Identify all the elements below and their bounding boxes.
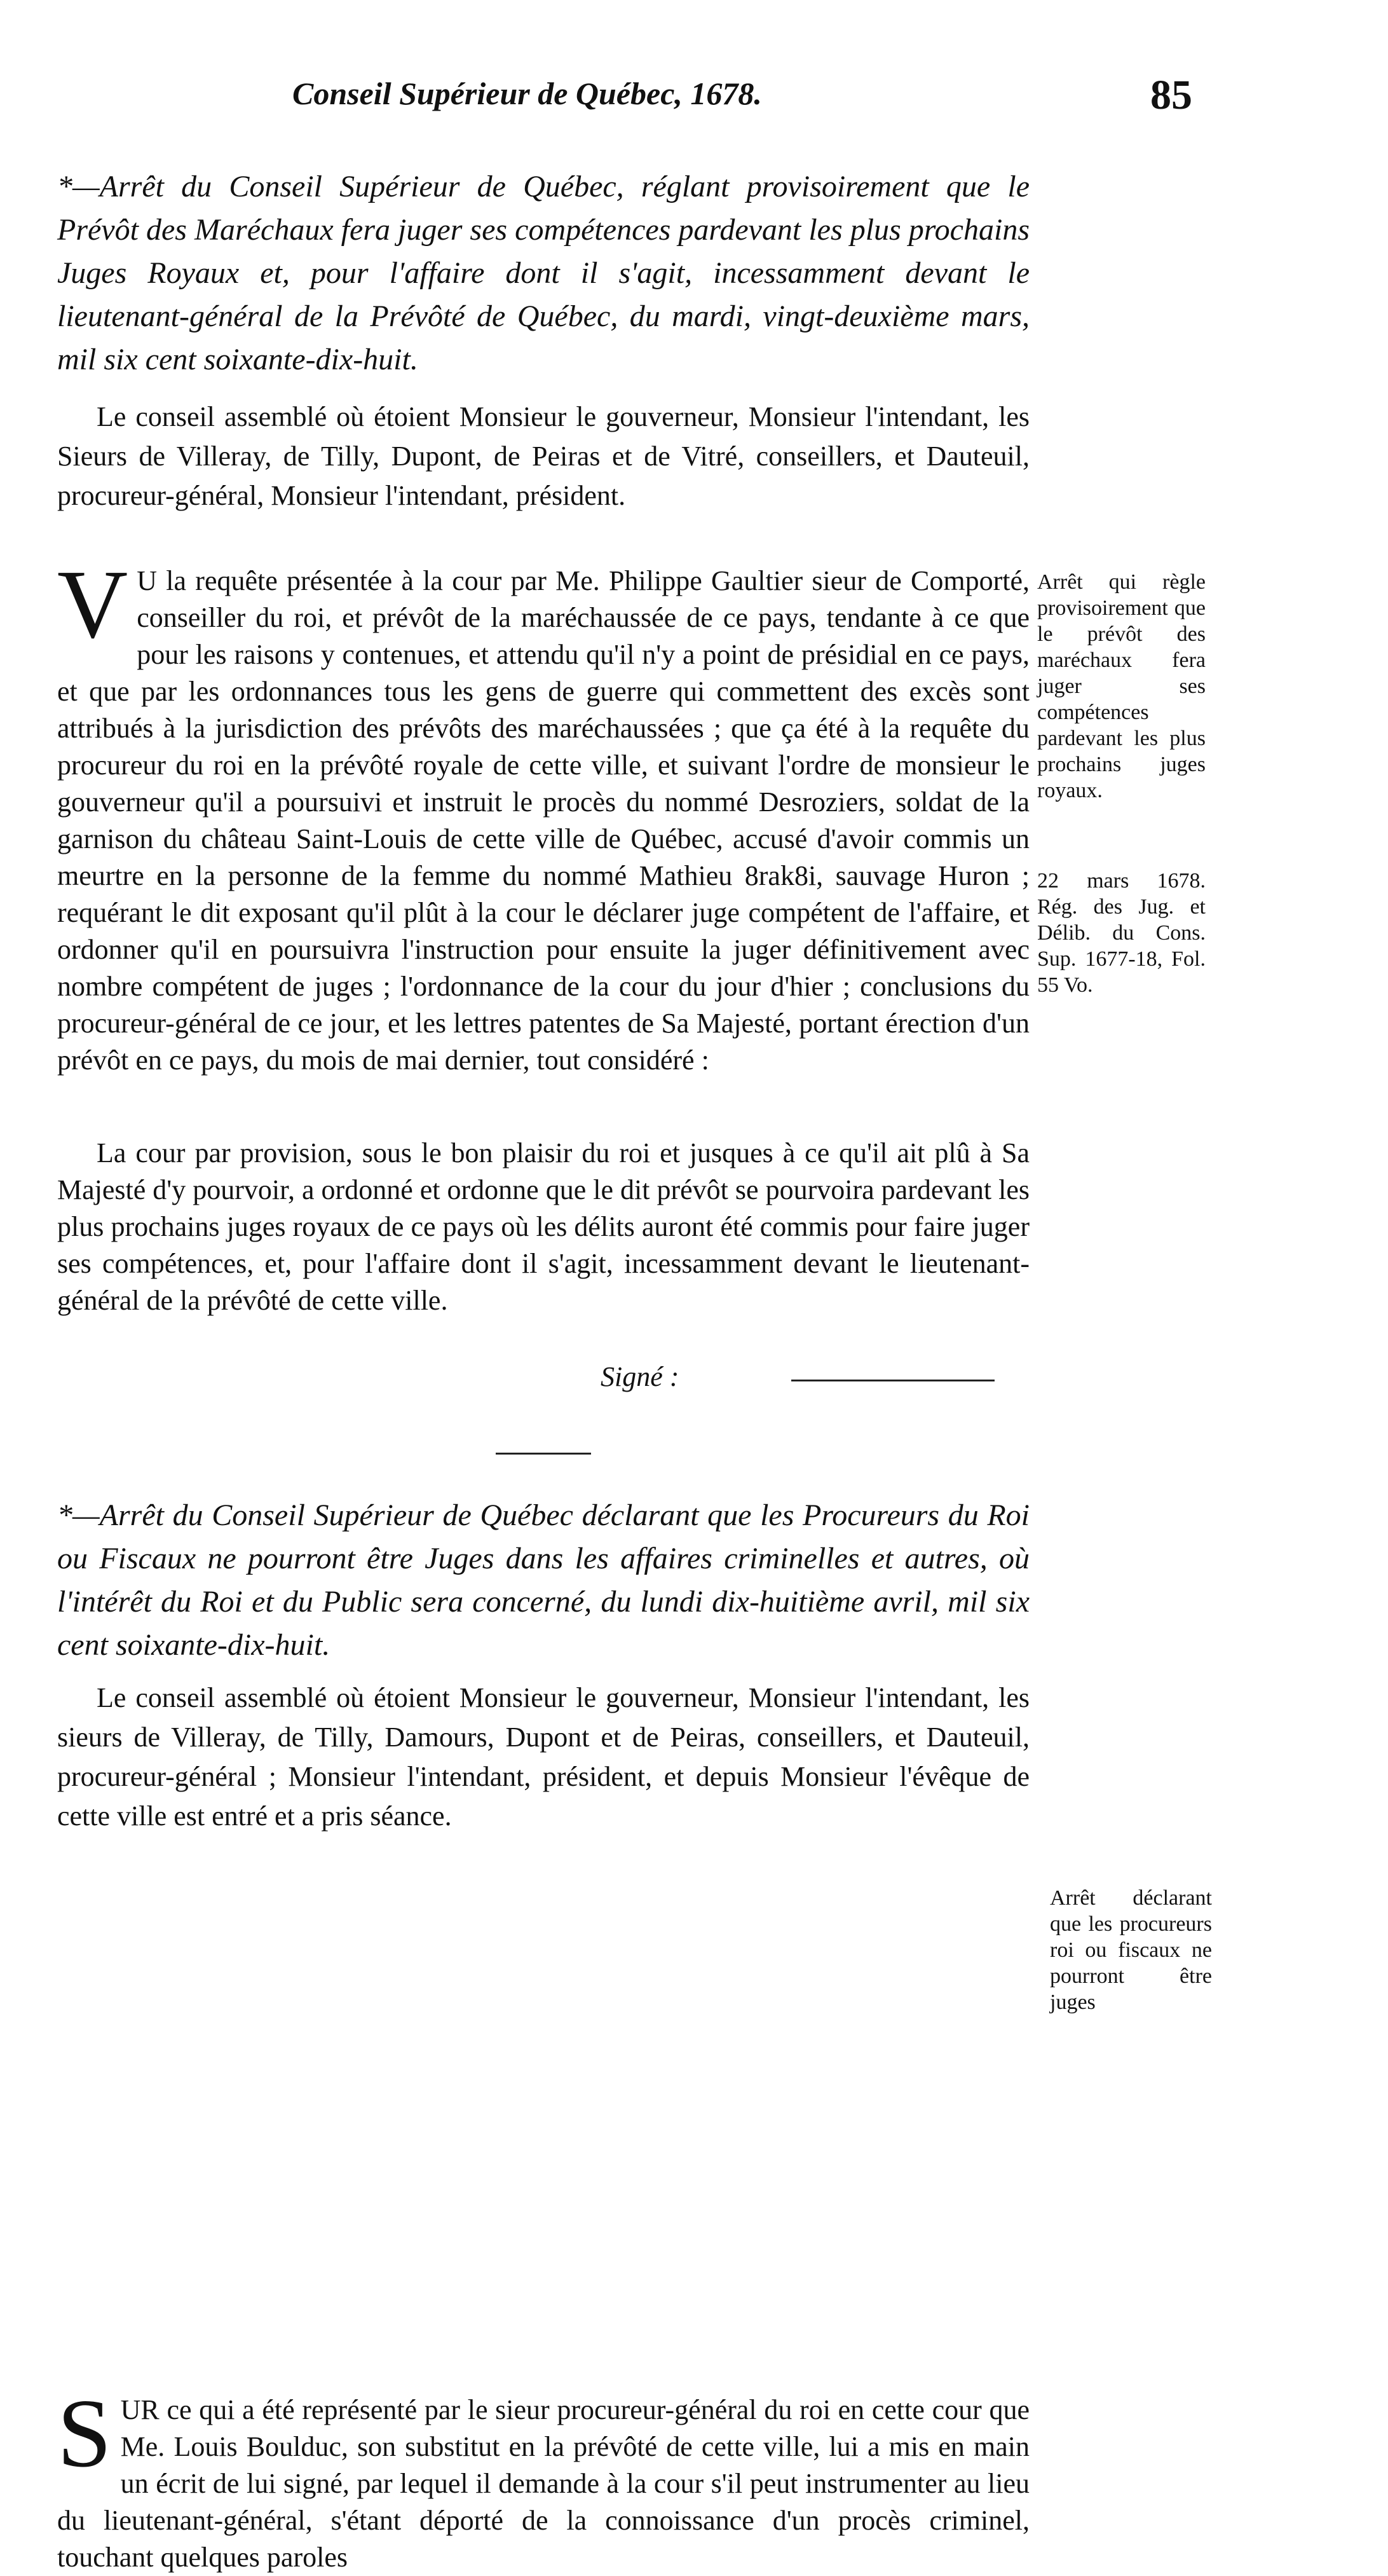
arret2-drop-cap: S — [57, 2380, 112, 2488]
arret1-side-reference: 22 mars 1678. Rég. des Jug. et Délib. du Cons. Sup. 1677-18, Fol. 55 Vo. — [1037, 869, 1206, 997]
arret1-body — [57, 551, 1030, 1079]
section-divider — [496, 1453, 591, 1455]
arret1-heading: *—Arrêt du Conseil Supérieur de Québec, réglant provisoirement que le Prévôt des Maréchaux fera juger ses compétences pardevant les plus prochains Juges Royaux et, pour l'affaire dont il s'agit, incessamment devant le lieutenant-général de la Prévôté de Québec, du mardi, vingt-deuxième mars, mil six cent soixante-dix-huit. — [57, 170, 1030, 376]
arret1-assembly: Le conseil assemblé où étoient Monsieur le gouverneur, Monsieur l'intendant, les Sieurs de Villeray, de Tilly, Dupont, de Peiras et de Vitré, conseillers, et Dauteuil, procureur-général, Monsieur l'intendant, président. — [57, 401, 1030, 511]
arret1-body-text: U la requête présentée à la cour par Me. Philippe Gaultier sieur de Comporté, conseiller du roi, et prévôt de la maréchaussée de ce pays, tendante à ce que pour les raisons y contenues, et attendu qu'il n'y a point de présidial en ce pays, et que par les ordonnances tous les gens de guerre qui commettent des excès sont attribués à la jurisdiction des prévôts des maréchaussées ; que ça été à la requête du procureur du roi en la prévôté royale de cette ville, et suivant l'ordre de monsieur le gouverneur qu'il a poursuivi et instruit le procès du nommé Desroziers, soldat de la garnison du château Saint-Louis de cette ville de Québec, accusé d'avoir commis un meurtre en la personne de la femme du nommé Mathieu 8rak8i, sauvage Huron ; requérant le dit exposant qu'il plût à la cour le déclarer juge compétent de l'affaire, et ordonner qu'il en poursuivra l'instruction pour ensuite la juger définitivement avec nombre compétent de juges ; l'ordonnance de la cour du jour d'hier ; conclusions du procureur-général de ce jour, et les lettres patentes de Sa Majesté, portant érection d'un prévôt en ce pays, du mois de mai dernier, tout considéré : — [57, 565, 1030, 1076]
arret1-ruling: La cour par provision, sous le bon plaisir du roi et jusques à ce qu'il ait plû à Sa Majesté d'y pourvoir, a ordonné et ordonne que le dit prévôt se pourvoira pardevant les plus prochains juges royaux de ce pays où les délits auront été commis pour faire juger ses compétences, et, pour l'affaire dont il s'agit, incessamment devant le lieutenant-général de la prévôté de cette ville. — [57, 1137, 1030, 1316]
page-number: 85 — [1150, 72, 1192, 118]
signed-label: Signé : — [601, 1361, 679, 1392]
running-title: Conseil Supérieur de Québec, 1678. — [292, 76, 762, 111]
arret2-heading: *—Arrêt du Conseil Supérieur de Québec déclarant que les Procureurs du Roi ou Fiscaux ne pourront être Juges dans les affaires criminelles et autres, où l'intérêt du Roi et du Public sera concerné, du lundi dix-huitième avril, mil six cent soixante-dix-huit. — [57, 1498, 1030, 1662]
arret2-assembly: Le conseil assemblé où étoient Monsieur le gouverneur, Monsieur l'intendant, les sieurs de Villeray, de Tilly, Damours, Dupont et de Peiras, conseillers, et Dauteuil, procureur-général ; Monsieur l'intendant, président, et depuis Monsieur l'évêque de cette ville est entré et a pris séance. — [57, 1682, 1030, 1832]
arret2-body-text: UR ce qui a été représenté par le sieur procureur-général du roi en cette cour que Me. Louis Boulduc, son substitut en la prévôté de cette ville, lui a mis en main un écrit de lui signé, par lequel il demande à la cour s'il peut instrumenter au lieu du lieutenant-général, s'étant déporté de la connoissance d'un procès criminel, touchant quelques paroles — [57, 2394, 1030, 2573]
signature-line — [791, 1380, 995, 1381]
arret2-body — [57, 2380, 1030, 2576]
arret1-side-note: Arrêt qui règle provisoirement que le prévôt des maréchaux fera juger ses compétences pardevant les plus prochains juges royaux. — [1037, 570, 1206, 802]
arret2-side-note: Arrêt déclarant que les procureurs roi ou fiscaux ne pourront être juges — [1050, 1886, 1212, 2014]
arret1-drop-cap: V — [57, 551, 128, 659]
